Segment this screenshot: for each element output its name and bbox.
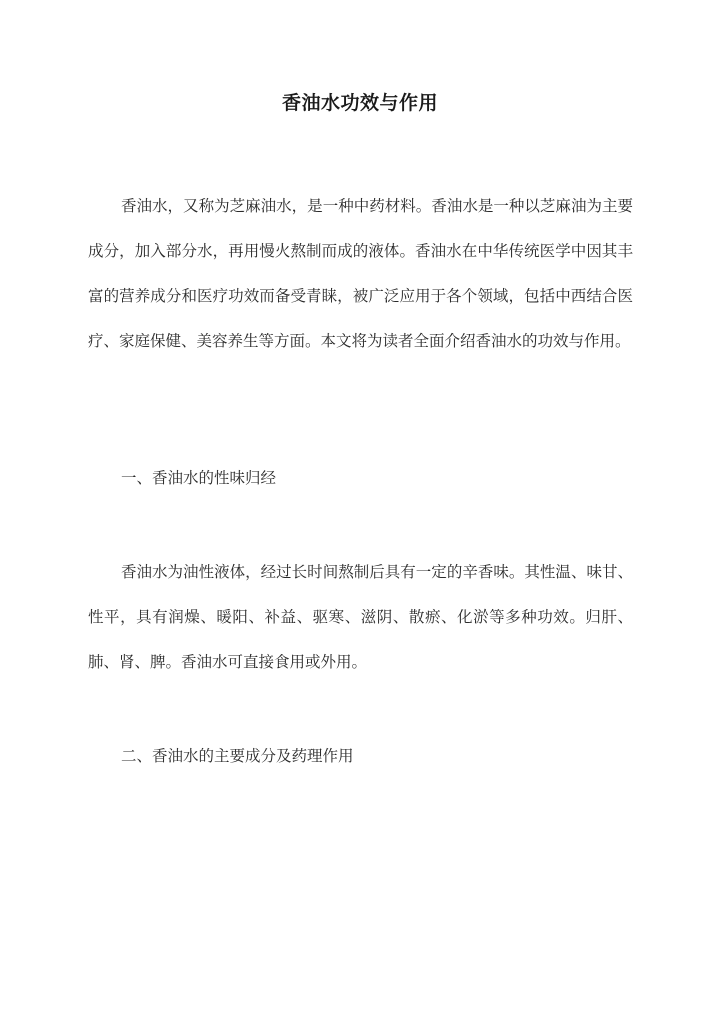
section-2-heading: 二、香油水的主要成分及药理作用 — [121, 747, 354, 765]
intro-paragraph: 香油水，又称为芝麻油水，是一种中药材料。香油水是一种以芝麻油为主要成分，加入部分水，再用慢火熬制而成的液体。香油水在中华传统医学中因其丰富的营养成分和医疗功效而备受青睐，被广泛应用于各个领域，包括中西结合医疗、家庭保健、美容养生等方面。本文将为读者全面介绍香油水的功效与作用。 — [88, 197, 633, 350]
document-title: 香油水功效与作用 — [281, 92, 438, 114]
section-1-paragraph: 香油水为油性液体，经过长时间熬制后具有一定的辛香味。其性温、味甘、性平，具有润燥、暖阳、补益、驱寒、滋阴、散瘀、化淤等多种功效。归肝、肺、肾、脾。香油水可直接食用或外用。 — [88, 563, 633, 671]
section-1-heading: 一、香油水的性味归经 — [121, 469, 277, 487]
